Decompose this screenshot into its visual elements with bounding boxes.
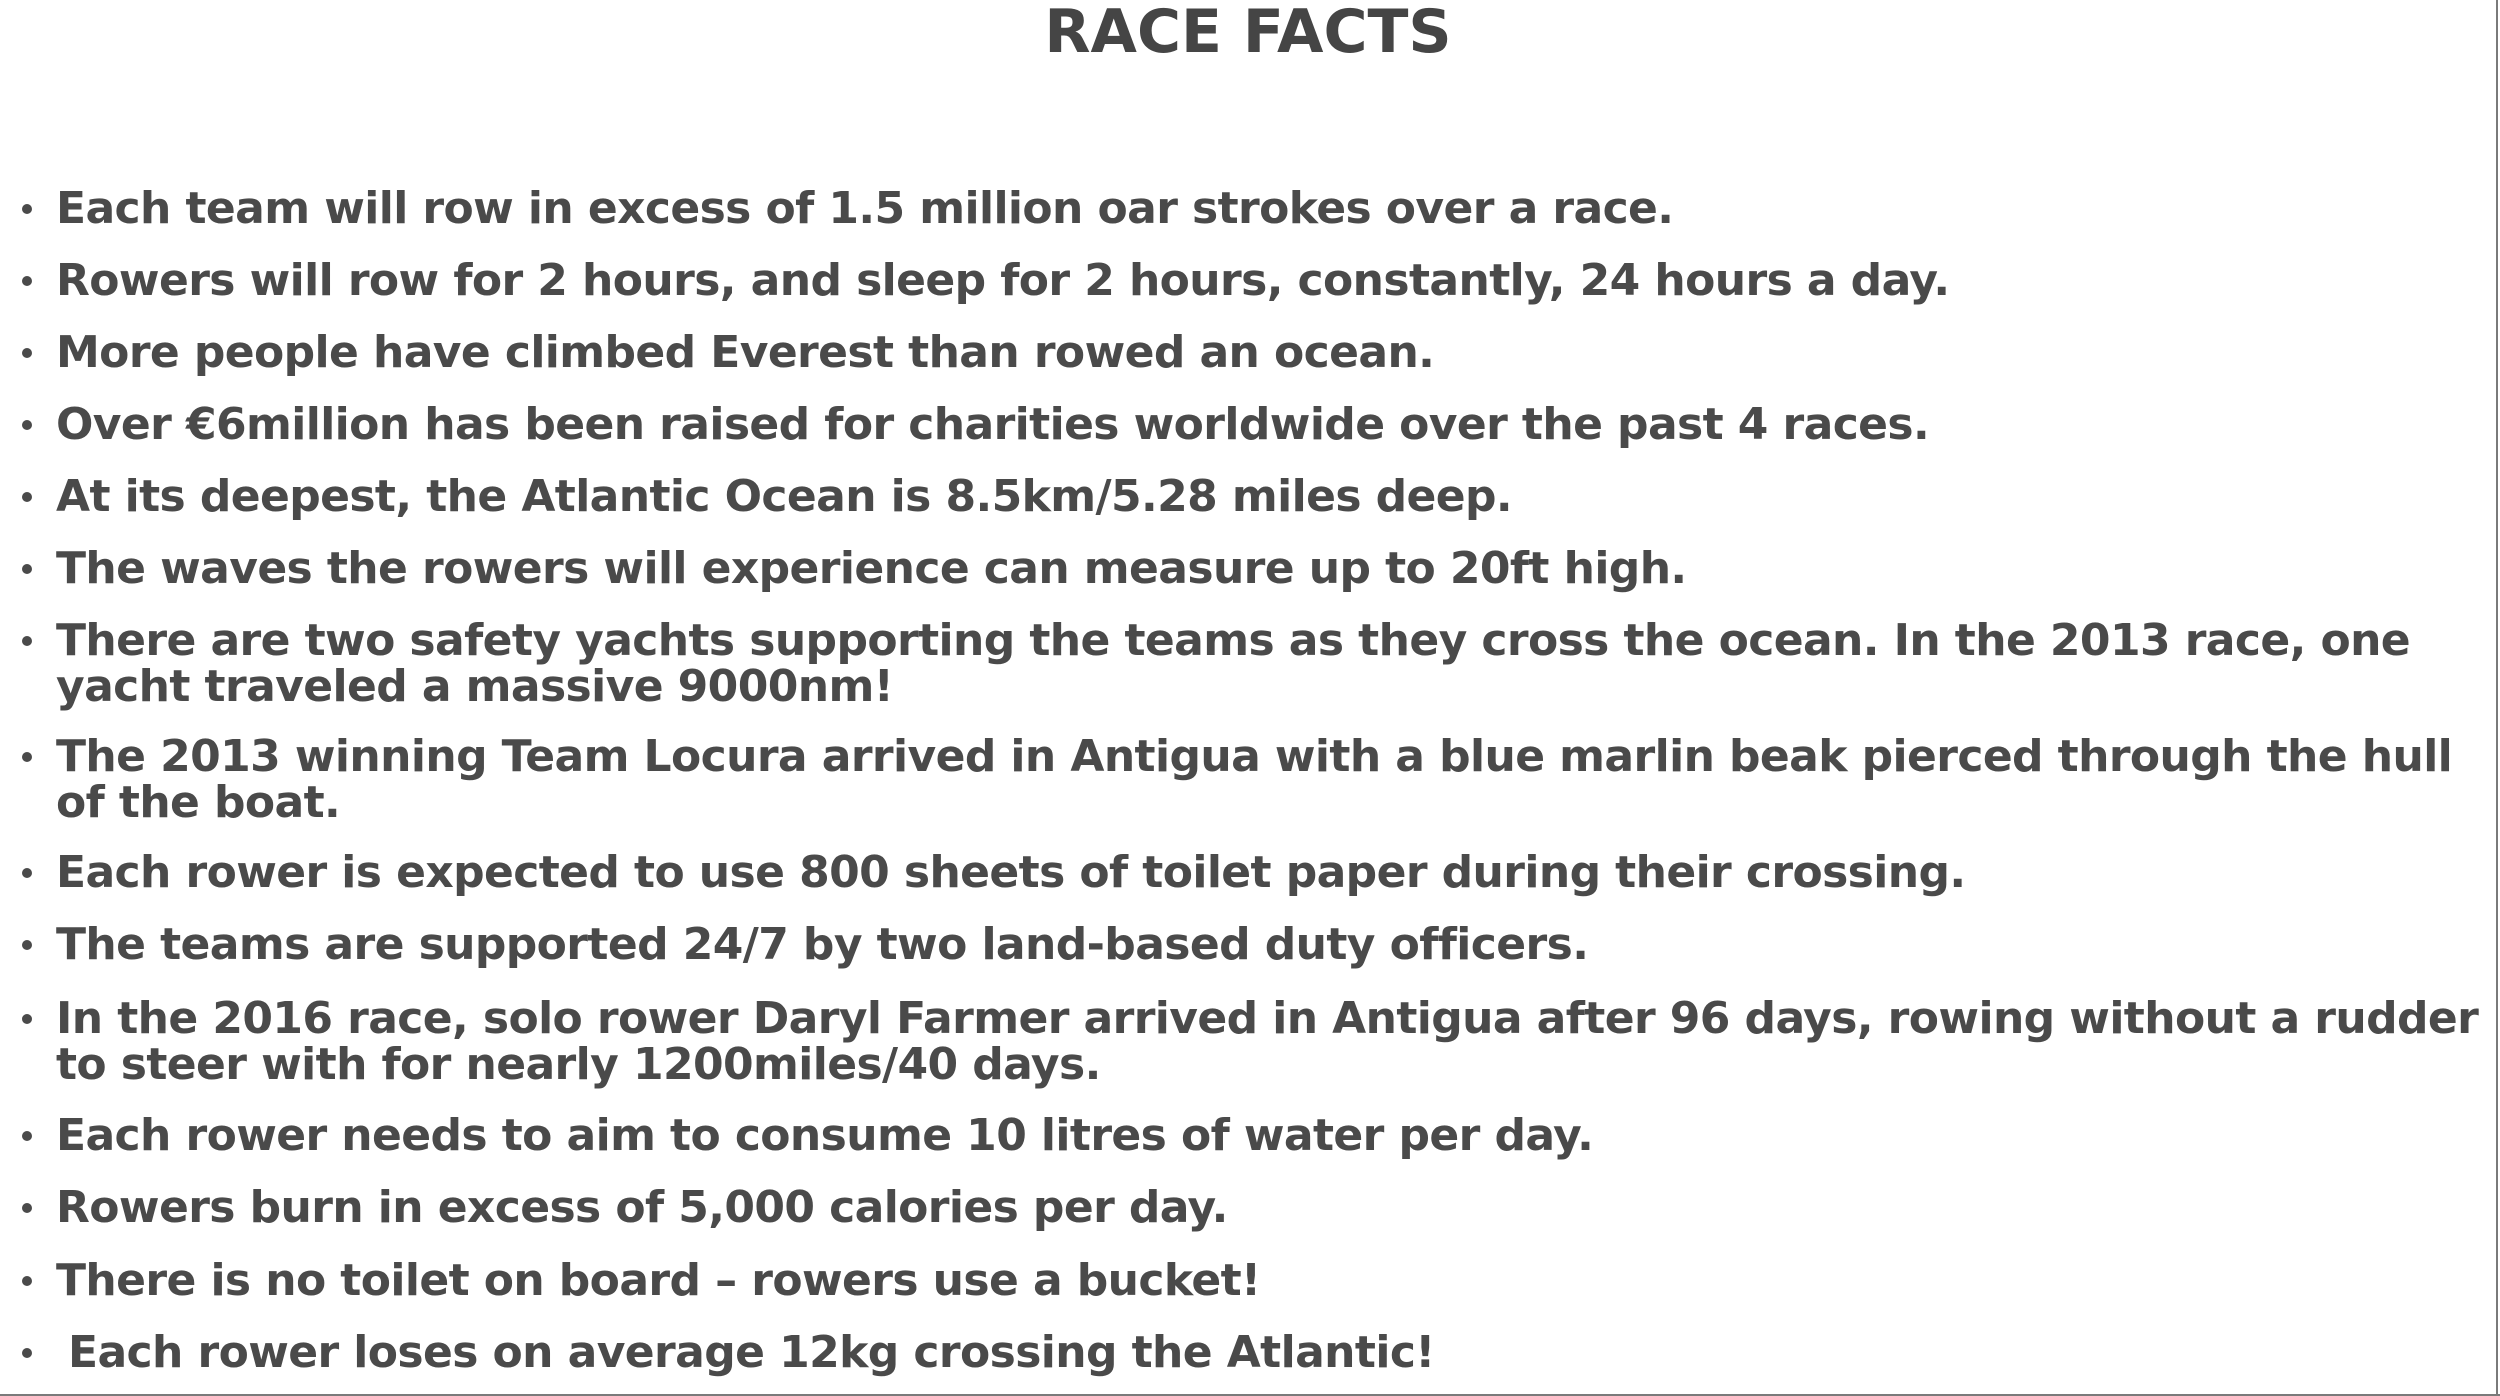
fact-text: There is no toilet on board – rowers use a bucket!	[56, 1255, 1261, 1306]
fact-text: Each team will row in excess of 1.5 million oar strokes over a race.	[56, 183, 1674, 234]
fact-text: The waves the rowers will experience can measure up to 20ft high.	[56, 543, 1687, 594]
bullet-icon	[22, 1276, 32, 1286]
bullet-icon	[22, 1131, 32, 1141]
fact-text: At its deepest, the Atlantic Ocean is 8.5km/5.28 miles deep.	[56, 471, 1513, 522]
right-border-line	[2496, 0, 2498, 1396]
bullet-icon	[22, 492, 32, 502]
fact-text: More people have climbed Everest than rowed an ocean.	[56, 327, 1435, 378]
bullet-icon	[22, 868, 32, 878]
bullet-icon	[22, 1348, 32, 1358]
bullet-icon	[22, 1203, 32, 1213]
fact-text: Over €6million has been raised for charities worldwide over the past 4 races.	[56, 399, 1930, 450]
fact-text: Rowers will row for 2 hours, and sleep for 2 hours, constantly, 24 hours a day.	[56, 255, 1950, 306]
bullet-icon	[22, 636, 32, 646]
bullet-icon	[22, 940, 32, 950]
fact-text: Rowers burn in excess of 5,000 calories per day.	[56, 1182, 1228, 1233]
bullet-icon	[22, 276, 32, 286]
page-title: RACE FACTS	[1044, 0, 1452, 67]
fact-text: There are two safety yachts supporting the teams as they cross the ocean. In the 2013 race, one yacht traveled a massive 9000nm!	[56, 615, 2411, 712]
bullet-icon	[22, 564, 32, 574]
fact-text: Each rower needs to aim to consume 10 litres of water per day.	[56, 1110, 1594, 1161]
fact-text: Each rower loses on average 12kg crossing the Atlantic!	[68, 1327, 1435, 1378]
bullet-icon	[22, 204, 32, 214]
bullet-icon	[22, 752, 32, 762]
bullet-icon	[22, 1014, 32, 1024]
bullet-icon	[22, 348, 32, 358]
fact-text: The 2013 winning Team Locura arrived in Antigua with a blue marlin beak pierced through the hull of the boat.	[56, 731, 2453, 828]
fact-text: In the 2016 race, solo rower Daryl Farmer arrived in Antigua after 96 days, rowing without a rudder to steer with for nearly 1200miles/40 days.	[56, 993, 2479, 1090]
fact-text: Each rower is expected to use 800 sheets of toilet paper during their crossing.	[56, 847, 1966, 898]
fact-text: The teams are supported 24/7 by two land-based duty officers.	[56, 919, 1589, 970]
bullet-icon	[22, 420, 32, 430]
